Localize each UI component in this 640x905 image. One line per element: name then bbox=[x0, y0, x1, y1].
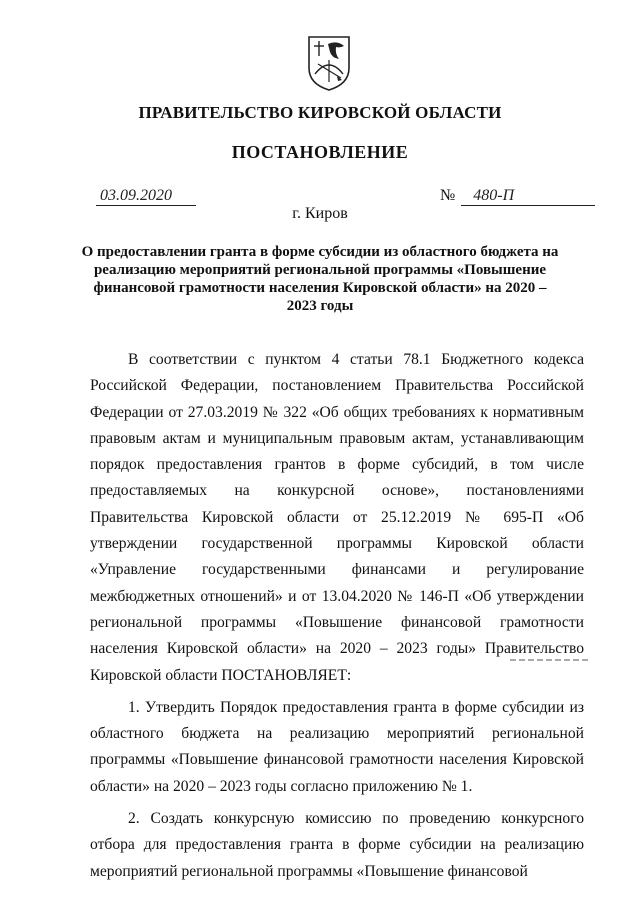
clause-1-paragraph: 1. Утвердить Порядок предоставления гранта в форме субсидии из областного бюджета на реализацию мероприятий региональной программы «Повышение финансовой грамотности населения Кировской области» на 2020 – 2023 годы согласно приложению № 1. bbox=[90, 698, 584, 795]
scan-mark-line bbox=[510, 655, 590, 665]
document-body bbox=[90, 347, 584, 891]
clause-2-paragraph: 2. Создать конкурсную комиссию по проведению конкурсного отбора для предоставления гранта в форме субсидии на реализацию мероприятий региональной программы «Повышение финансовой bbox=[90, 810, 584, 880]
document-number: 480-П bbox=[461, 187, 595, 206]
number-sign: № bbox=[440, 187, 456, 204]
government-title: ПРАВИТЕЛЬСТВО КИРОВСКОЙ ОБЛАСТИ bbox=[138, 103, 502, 122]
kirov-coat-of-arms-icon bbox=[306, 34, 352, 92]
document-type-title: ПОСТАНОВЛЕНИЕ bbox=[231, 142, 409, 162]
document-subject: О предоставлении гранта в форме субсидии из областного бюджета на реализацию мероприятий региональной программы «Повышение финансовой грамотности населения Кировской области» на 2020 – 2023 годы bbox=[81, 244, 559, 314]
document-number-block bbox=[440, 187, 595, 206]
preamble-paragraph: В соответствии с пунктом 4 статьи 78.1 Бюджетного кодекса Российской Федерации, постановлением Правительства Российской Федерации от 27.03.2019 № 322 «Об общих требованиях к нормативным правовым актам и муниципальным правовым актам, устанавливающим порядок предоставления грантов в форме субсидий, в том числе предоставляемых на конкурсной основе», постановлениями Правительства Кировской области от 25.12.2019 № 695-П «Об утверждении государственной программы Кировской области «Управление государственными финансами и регулирование межбюджетных отношений» и от 13.04.2020 № 146-П «Об утверждении региональной программы «Повышение финансовой грамотности населения Кировской области» на 2020 – 2023 годы» Правительство Кировской области ПОСТАНОВЛЯЕТ: bbox=[90, 351, 584, 684]
city-line: г. Киров bbox=[292, 205, 348, 222]
document-date: 03.09.2020 bbox=[96, 187, 196, 206]
